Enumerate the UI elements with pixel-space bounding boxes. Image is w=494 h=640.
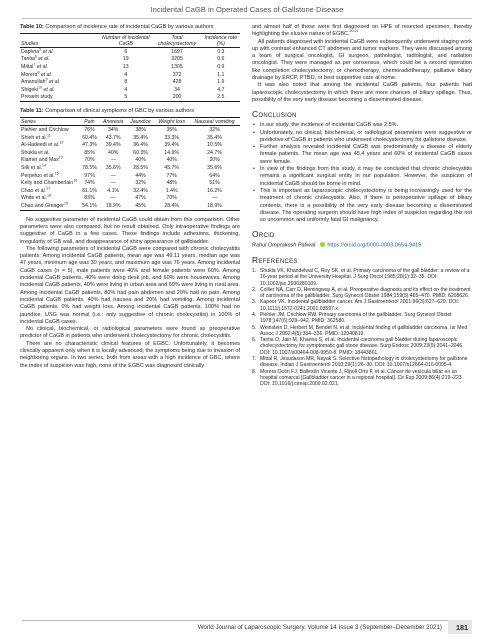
col-header-jaundice: Jaundice <box>127 118 155 126</box>
author-name: Tantia <box>21 56 35 63</box>
citation: 17 <box>46 185 51 190</box>
col-header-series: Series <box>20 118 79 126</box>
col-header-rate: Incidence rate (%) <box>202 34 240 48</box>
col-header-incidental: Number of incidental CaGB <box>99 34 152 48</box>
references-list <box>252 268 472 388</box>
reference-item <box>252 299 472 312</box>
running-head: Incidental CaGB in Operated Cases of Gallstone Disease <box>150 5 344 14</box>
table-row <box>20 86 240 94</box>
series-name: Chao and Greager <box>21 202 64 209</box>
table-row <box>20 78 240 86</box>
table-cell: 1.4% <box>165 187 178 194</box>
table-cell: 18.9% <box>207 202 222 209</box>
citation: 10 <box>38 85 43 90</box>
table-cell: 30% <box>209 157 220 164</box>
table-cell: 64% <box>209 172 220 179</box>
citation: 20,21 <box>349 29 359 34</box>
table-cell: 28.5% <box>133 164 148 171</box>
reference-number: 7. <box>252 356 257 363</box>
table-cell: — <box>110 172 116 179</box>
table-cell: 1305 <box>171 63 183 70</box>
series-name: Shukla et al. <box>21 149 50 156</box>
table-row <box>20 195 240 203</box>
table-cell: 44% <box>135 172 146 179</box>
study-cell <box>20 86 99 94</box>
reference-item <box>252 287 472 300</box>
table-row <box>20 126 240 134</box>
reference-text: Mittal R, Jesudason MR, Nayak S. Selective histopathology in cholecystectomy for gallstone disease. Indian J Gastroenterol 2010;29(1):26–30. DOI: 10.1007/s12664-010-0005-4. <box>260 356 468 369</box>
citation: 7 <box>33 62 36 67</box>
author-name: Present study <box>21 94 53 101</box>
table-row <box>20 202 240 210</box>
series-cell <box>20 164 79 172</box>
series-name: Perpetuo et al. <box>21 172 55 179</box>
author-name: Amanullah <box>21 79 46 86</box>
conclusion-list <box>252 122 472 224</box>
series-cell <box>20 149 79 157</box>
table-10-label: Table 10: <box>20 24 44 30</box>
series-name: Piehler and Crichlow <box>21 126 69 133</box>
study-cell <box>20 94 99 102</box>
paragraph-text: and almost half of these were first diagnosed on HPE of resected specimen, thereby highlighting the elusive nature of EGBC. <box>252 24 472 38</box>
study-cell <box>20 63 99 71</box>
reference-number: 8. <box>252 368 257 375</box>
table-cell: 51% <box>209 180 220 187</box>
orcid-entry <box>252 242 472 250</box>
table-cell: 43.7% <box>105 134 121 141</box>
series-name: Kelly and Chamberlain <box>21 180 74 187</box>
table-cell: 4 <box>124 71 128 78</box>
et-al: et al. <box>47 79 61 86</box>
author-name: Morera <box>21 71 38 78</box>
body-paragraph: It was also noted that among the incidental CaGB patients, four patients had laparoscopic cholecystectomy in which there are more chances of biliary spillage. Thus, possibility of the very early disease becoming a disseminated disease. <box>252 82 472 103</box>
table-cell: 18.9% <box>105 202 121 209</box>
reference-item <box>252 337 472 356</box>
table-cell: 70% <box>84 157 95 164</box>
citation: 19 <box>63 201 68 206</box>
reference-text: Piehler JM, Crichlow RW. Primary carcinoma of the gallbladder. Surg Gynecol Obstet 1978;147(6):929–942. PMID: 362580. <box>260 312 452 325</box>
citation: 14 <box>42 163 47 168</box>
study-cell <box>20 69 99 82</box>
col-header-weight-loss: Weight loss <box>154 118 189 126</box>
list-item: • In view of the findings from this study, it may be concluded that chronic cholecystitis remains a significant surgical entity in our population. However, the suspicion of incidental CaGB should be borne in mind. <box>252 166 472 188</box>
col-header-nausea: Nausea/ vomiting <box>189 118 240 126</box>
table-cell: 8 <box>124 79 128 86</box>
references-heading: References <box>252 254 298 265</box>
reference-item <box>252 268 472 287</box>
table-cell: — <box>110 180 116 187</box>
citation: 13 <box>58 155 63 160</box>
table-cell: 39.4% <box>164 142 180 149</box>
reference-text: Weinstein D, Herbert M, Bendet N, et al. Incidental finding of gallbladder carcinoma. Isr Med Assoc J 2002;4(5):334–336. PMID: 12040819. <box>260 324 468 337</box>
table-row <box>20 94 240 102</box>
table-cell: 5 <box>124 94 128 101</box>
table-cell: 14.9% <box>164 149 180 156</box>
right-column <box>252 24 472 388</box>
reference-number: 5. <box>252 324 257 331</box>
table-cell: 60.4% <box>82 134 97 141</box>
reference-number: 6. <box>252 337 257 344</box>
table-row <box>20 179 240 187</box>
series-cell <box>20 141 79 149</box>
et-al: et al. <box>36 56 50 63</box>
orcid-heading: Orcid <box>252 229 275 240</box>
series-cell <box>20 170 79 183</box>
table-cell: 38% <box>135 126 146 133</box>
table-row <box>20 172 240 180</box>
series-cell <box>20 202 79 210</box>
table-row <box>20 71 240 79</box>
table-cell: 4 <box>124 86 128 93</box>
study-cell <box>20 78 99 86</box>
table-cell: 36.4% <box>133 142 148 149</box>
table-cell: 81.1% <box>82 187 97 194</box>
table-cell: 0.9 <box>217 63 225 70</box>
table-11-title: Comparison of clinical symptoms of GBC by various authors <box>43 108 194 115</box>
table-row <box>20 48 240 56</box>
table-cell: 48% <box>166 180 177 187</box>
table-cell: 34% <box>108 126 119 133</box>
table-cell: 16.2% <box>207 187 222 194</box>
table-cell: 77% <box>166 172 177 179</box>
table-cell: 35.6% <box>105 164 121 171</box>
table-cell: — <box>211 195 218 202</box>
reference-text: Tantia O, Jain M, Khanna S, et al. Incidental carcinoma gall bladder during laparoscopic cholecystectomy for symptomatic gall stone disease. Surg Endosc 2009;23(9):2041–2046. DOI: 10.1007/s00464-008-9950-8. PMID: 18443861. <box>260 337 464 356</box>
citation: 18 <box>46 193 51 198</box>
table-cell: 28.4% <box>164 202 180 209</box>
series-name: White et al. <box>21 195 47 202</box>
table-cell: 35.6% <box>207 164 222 171</box>
citation: 6 <box>34 54 37 59</box>
list-item: • Unfortunately, no clinical, biochemical, or radiological parameters were suggestive or predictive of CaGB in patients who underwent cholecystectomy for gallstone disease. <box>252 130 472 145</box>
table-10-title: Comparison of incidence rate of incidental CaGB by various authors <box>43 24 214 30</box>
reference-text: Morera Ocón FJ, Ballestín Vicente J, Ripoll Orts F, et al. Cáncer de vesícula biliar en un hospital comarcal [Gallbladder cancer in a regional hospital]. Cir Esp 2009;86(4):219–223. DOI: 10.1016/j.ciresp.2009.02.021. <box>260 368 464 388</box>
list-item: • This is important as laparoscopic cholecystectomy is being increasingly used for the treatment of chronic cholecystitis. Also, if there is perioperative spillage of biliary contents, there is a possibility of the very early disease becoming a disseminated disease. The operating surgeon should have high index of suspicion regarding this not so uncommon and uniformly fatal GI malignancy. <box>252 188 472 224</box>
series-name: Al-Hadeedi et al. <box>21 142 60 149</box>
col-header-studies: Studies <box>20 34 99 48</box>
table-cell: 4.1% <box>107 187 120 194</box>
et-al: et al. <box>35 63 49 70</box>
table-cell: 40% <box>166 157 177 164</box>
body-paragraph <box>252 24 472 39</box>
symptoms-table <box>20 117 240 211</box>
table-cell: 1697 <box>171 48 183 55</box>
table-cell: 428 <box>172 79 182 86</box>
table-cell: 54.1% <box>82 202 97 209</box>
table-cell: 83% <box>84 195 95 202</box>
table-cell: 19 <box>122 56 129 63</box>
table-cell: 200 <box>172 94 182 101</box>
body-paragraph: No clinical, biochemical, or radiological parameters were found as preoperative predictor of CaGB in patients who underwent cholecystectomy for chronic cholecystitis. <box>20 326 240 340</box>
table-cell: 3205 <box>171 56 183 63</box>
table-cell: 78.5% <box>82 164 97 171</box>
citation: 8 <box>37 69 40 74</box>
table-cell: 35.4% <box>133 134 148 141</box>
table-cell: 97% <box>84 172 95 179</box>
table-row <box>20 187 240 195</box>
conclusion-heading: Conclusion <box>252 109 297 120</box>
body-paragraph: The following parameters of incidental CaGB were compared with chronic cholecystitis patients: Among incidental CaGB patients, mean age was 49.11 years, median age was 47 years, minimum age was 30 years, and maximum age was 76 years. Among incidental CaGB cases (n = 5), male patients were 40% and female patients were 60%. Among incidental CaGB patients, 40% were doing desk job, and 60% were housewives. Among incidental CaGB patients, 40% were living in urban area and 60% were living in rural area. Among incidental CaGB patients, 80% had pain abdomen and 20% had no pain. Among incidental CaGB patients, 40% had nausea and 20% had vomiting. Among incidental CaGB patients, 0% had weight loss. Among incidental CaGB patients, 100% had no jaundice. USG was normal (i.e.: only suggestive of chronic cholecystitis) in 100% of incidental CaGB cases. <box>20 245 240 325</box>
et-al: et al. <box>42 86 55 93</box>
table-row <box>20 157 240 165</box>
table-10-caption <box>20 24 240 31</box>
table-cell: 34 <box>174 86 180 93</box>
series-name: Shieh et al. <box>21 134 47 141</box>
table-cell: 45% <box>135 202 146 209</box>
table-cell: 35% <box>166 126 177 133</box>
table-cell: 47% <box>135 195 146 202</box>
table-cell: 39.4% <box>105 142 121 149</box>
list-item: • In our study, the incidence of incidental CaGB was 2.5%. <box>252 122 472 129</box>
citation: 16 <box>73 178 78 183</box>
body-paragraph: All patients diagnosed with incidental CaGB were subsequently underwent staging work up with contrast enhanced CT abdomen and tumor markers. They were discussed among a team of surgical oncologist, GI surgeon, pathologist, radiologist, and radiation oncologist. They were managed as per consensus, which could be a second operation like completion cholecystectomy, or chemotherapy, chemoradiotherapy, palliative biliary drainage by ERCP, PTBD, or best supportive care at home. <box>252 38 472 82</box>
list-item: • Further analysis revealed incidental CaGB was predominantly a disease of elderly female patients. The mean age was 45.4 years and 60% of incidental CaGB cases were female. <box>252 144 472 166</box>
reference-number: 2. <box>252 286 257 293</box>
body-paragraph: No suggestive parameter of incidental CaGB could obtain from this comparison. Other parameters were also compared, but no result obtained. Only intraoperative findings are suggestive of CaGB in a few cases. These findings include adhesions, thickening, irregularity of GB wall, and disappearance of shiny appearance of gallbladder. <box>20 216 240 245</box>
table-cell: 32% <box>209 126 220 133</box>
author-name: Rahul Omprakash Paliwal <box>252 242 316 249</box>
table-row <box>20 164 240 172</box>
table-cell: 10.5% <box>207 142 222 149</box>
reference-number: 4. <box>252 312 257 318</box>
table-cell: 45.7% <box>164 164 180 171</box>
table-row <box>20 134 240 142</box>
series-cell <box>20 132 79 145</box>
table-cell: 4.7 <box>217 86 225 93</box>
col-header-anorexia: Anorexia <box>100 118 127 126</box>
table-cell: 0.3 <box>217 48 225 55</box>
symptoms-table-body <box>20 126 240 211</box>
table-cell: — <box>110 195 116 202</box>
table-cell: 76% <box>84 126 95 133</box>
table-row <box>20 141 240 149</box>
table-cell: 32.4% <box>133 187 148 194</box>
study-cell <box>20 48 99 56</box>
citation: 15 <box>54 170 59 175</box>
reference-text: Shukla VK, Khandelwal C, Roy SK, et al. Primary carcinoma of the gall bladder: a review of a 16-year period at the University Hospital. J Surg Oncol 1985;28(1):32–35. DOI: 10.1002/jso.2930280109. <box>260 267 470 287</box>
reference-item <box>252 369 472 388</box>
reference-text: Collier NA, Carr D, Hemingway A, et al. Preoperative diagnosis and its effect on the treatment of carcinoma of the gallbladder. Surg Gynecol Obstet 1984;159(5):465–470. PMID: 6208626. <box>260 286 471 300</box>
col-header-total: Total cholecystectomy <box>152 34 201 48</box>
table-cell: 85% <box>84 149 95 156</box>
table-cell: 40% <box>108 149 119 156</box>
reference-number: 1. <box>252 267 257 274</box>
table-cell: 70% <box>166 195 177 202</box>
citation: 9 <box>45 77 48 82</box>
incidence-table-body <box>20 48 240 102</box>
table-cell: 74% <box>84 180 95 187</box>
author-name: Shigeki <box>21 86 39 93</box>
series-name: Chao et al. <box>21 187 47 194</box>
table-cell: 33.3% <box>164 134 180 141</box>
table-row <box>20 56 240 64</box>
table-cell: 6 <box>124 48 128 55</box>
series-name: Silk et al. <box>21 164 43 171</box>
orcid-link[interactable]: https://orcid.org/0000-0003-0654-9419 <box>327 242 422 249</box>
table-cell: 1.9 <box>217 79 225 86</box>
left-column <box>20 24 240 370</box>
body-paragraph: There are no characteristic clinical features of EGBC. Unfortunately, it becomes clinically apparent only when it is locally advanced; the symptoms being due to invasion of neighboring organs. In two series, both from areas with a high incidence of GBC, where the index of suspicion was high, none of the EGBC was diagnosed clinically <box>20 340 240 369</box>
citation: 5 <box>39 47 42 52</box>
table-cell: 1.1 <box>217 71 225 78</box>
et-al: et al. <box>39 71 53 78</box>
incidence-table <box>20 33 240 102</box>
citation: 12 <box>59 140 64 145</box>
page-number: 181 <box>456 623 468 632</box>
table-row <box>20 149 240 157</box>
reference-item <box>252 356 472 369</box>
table-cell: 60.3% <box>133 149 148 156</box>
table-row <box>20 63 240 71</box>
footer-divider <box>22 620 472 621</box>
table-11-label: Table 11: <box>20 108 44 115</box>
table-cell: 13 <box>122 63 129 70</box>
table-cell: 2.5 <box>217 94 225 101</box>
table-cell: 0.6 <box>217 56 225 63</box>
author-name: Mittal <box>21 63 34 70</box>
reference-text: Kapoor VK. Incidental gallbladder cancer. Am J Gastroenterol 2001;96(3):627–629. DOI: 10.1111/j.1572-0241.2001.03597.x. <box>260 299 460 312</box>
table-cell: 32% <box>135 180 146 187</box>
reference-number: 3. <box>252 299 257 306</box>
series-name: Klamer and Max <box>21 157 59 164</box>
journal-footer: World Journal of Laparoscopic Surgery, Volume 14 Issue 3 (September–December 2021) <box>197 624 442 631</box>
table-cell: 35.4% <box>207 134 222 141</box>
reference-item <box>252 325 472 338</box>
col-header-pain: Pain <box>79 118 99 126</box>
table-cell: 372 <box>172 71 182 78</box>
table-cell: 24.7% <box>207 149 222 156</box>
citation: 11 <box>46 132 51 137</box>
header-divider <box>22 18 472 19</box>
orcid-icon <box>320 242 325 247</box>
table-cell: 40% <box>135 157 146 164</box>
et-al: et al. <box>41 48 54 55</box>
reference-item <box>252 312 472 325</box>
table-cell: 47.3% <box>82 142 97 149</box>
author-name: Daphna <box>21 48 40 55</box>
table-11-caption <box>20 108 240 115</box>
table-cell: — <box>110 157 116 164</box>
